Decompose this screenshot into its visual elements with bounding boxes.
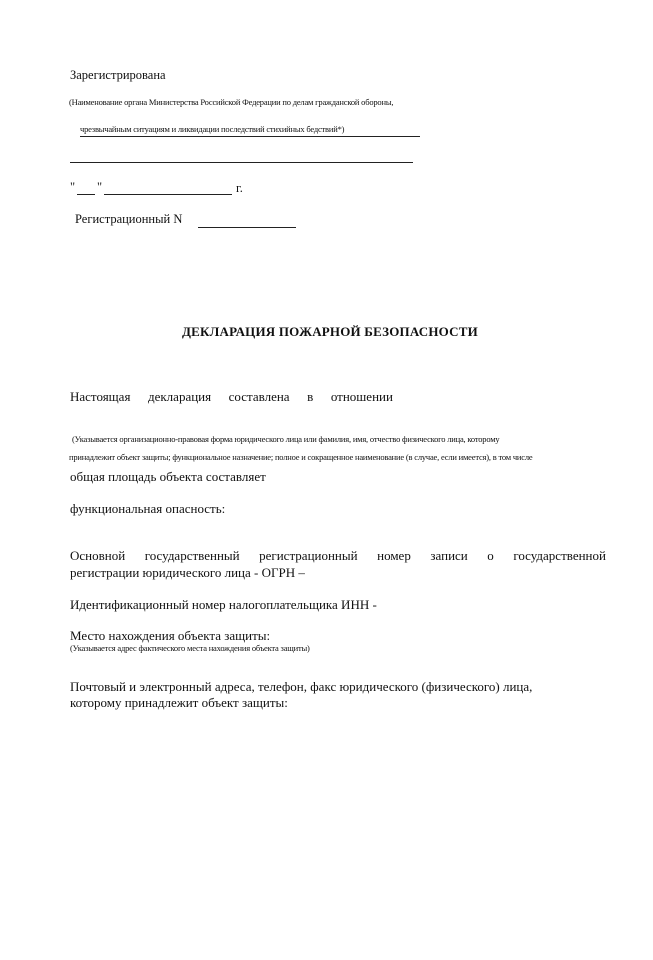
date-day-line (77, 194, 95, 195)
ogrn-line1 (70, 548, 606, 564)
intro-word: декларация (147, 389, 212, 404)
ogrn-line2: регистрации юридического лица - ОГРН – (70, 565, 305, 580)
ogrn-word: номер (377, 548, 411, 563)
date-quote-close: " (97, 180, 103, 194)
ogrn-word: государственный (144, 548, 240, 563)
org-note-line1: (Наименование органа Министерства Российской Федерации по делам гражданской обороны, (69, 97, 394, 107)
ogrn-word: регистрационный (259, 548, 358, 563)
reg-number-line (198, 227, 296, 228)
intro-word: Настоящая (70, 389, 131, 404)
intro-note-line2: принадлежит объект защиты; функциональное назначение; полное и сокращенное наименование (в случае, если имеется), в том числе (69, 452, 533, 462)
date-quote-open: " (70, 180, 76, 194)
org-name-line (70, 162, 413, 163)
inn-text: Идентификационный номер налогоплательщика ИНН - (70, 597, 377, 612)
intro-line (70, 389, 393, 405)
intro-word: отношении (330, 389, 393, 404)
ogrn-word: записи (430, 548, 468, 563)
ogrn-word: о (487, 548, 494, 563)
intro-note-line1: (Указывается организационно-правовая форма юридического лица или фамилия, имя, отчество физического лица, которому (72, 434, 500, 444)
ogrn-word: Основной (70, 548, 126, 563)
location-note: (Указывается адрес фактического места нахождения объекта защиты) (70, 643, 310, 653)
date-year-suffix: г. (236, 181, 243, 195)
registered-label: Зарегистрирована (70, 68, 166, 82)
intro-word: в (307, 389, 314, 404)
contacts-line2: которому принадлежит объект защиты: (70, 695, 288, 710)
location-label: Место нахождения объекта защиты: (70, 628, 271, 643)
intro-word: составлена (228, 389, 290, 404)
functional-hazard-text: функциональная опасность: (70, 501, 226, 516)
reg-number-label: Регистрационный N (75, 212, 183, 226)
org-note-line2: чрезвычайным ситуациям и ликвидации последствий стихийных бедствий*) (80, 124, 345, 134)
date-month-line (104, 194, 232, 195)
contacts-line1: Почтовый и электронный адреса, телефон, факс юридического (физического) лица, (70, 679, 533, 694)
ogrn-word: государственной (513, 548, 606, 563)
org-note-underline (80, 136, 420, 137)
document-title: ДЕКЛАРАЦИЯ ПОЖАРНОЙ БЕЗОПАСНОСТИ (182, 324, 478, 339)
area-text: общая площадь объекта составляет (70, 469, 266, 484)
